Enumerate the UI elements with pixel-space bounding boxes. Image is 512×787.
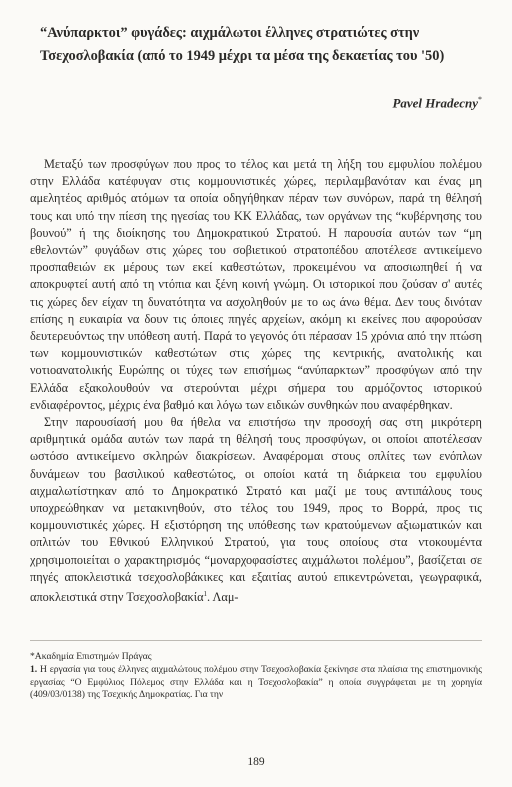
paragraph-2-text: Στην παρουσίασή μου θα ήθελα να επιστήσω την προσοχή σας στη μικρότερη αριθμητικά ομάδα αυτών των παρά τη θέλησή τους προσφύγων, οι οποίοι αποτέλεσαν ωστόσο αντικείμενο σκληρών διακρίσεων. Αναφέρομαι στους οπλίτες των ενόπλων δυνάμεων του βασιλικού καθεστώτος, οι οποίοι κατά τη διάρκεια του εμφυλίου αιχμαλωτίστηκαν από το Δημοκρατικό Στρατό και μαζί με τους αντιπάλους τους υποχρεώθηκαν να μετακινηθούν, στο τέλος του 1949, προς το Βορρά, προς τις κομμουνιστικές χώρες. Η εξιστόρηση της υπόθεσης των κρατούμενων αξιωματικών και οπλιτών του Εθνικού Ελληνικού Στρατού, για τους οποίους στα ντοκουμέντα χρησιμοποιείται ο χαρακτηρισμός “μοναρχοφασίστες αιχμάλωτοι πολέμου”, βασίζεται σε πηγές αποκλειστικά τσεχοσλοβάκικες και εξαιτίας αυτού επικεντρώνεται, γεωγραφικά, αποκλειστικά στην Τσεχοσλοβακία <box>30 415 482 605</box>
footnote-divider <box>30 640 482 641</box>
article-title-line-2: Τσεχοσλοβακία (από το 1949 μέχρι τα μέσα της δεκαετίας του '50) <box>40 48 445 64</box>
footnote-1-number: 1. <box>30 664 38 676</box>
paragraph-2 <box>30 414 482 606</box>
body-text <box>30 156 482 606</box>
footnotes <box>30 651 482 702</box>
page-number: 189 <box>247 756 265 768</box>
footnote-1-text: Η εργασία για τους έλληνες αιχμαλώτους πολέμου στην Τσεχοσλοβακία ξεκίνησε στα πλαίσια της επιστημονικής εργασίας “Ο Εμφύλιος Πόλεμος στην Ελλάδα και η Τσεχοσλοβακία” η οποία συγγράφεται με τη χορηγία (409/03/0138) της Τσεχικής Δημοκρατίας. Για την <box>30 664 482 701</box>
author-name <box>392 95 482 111</box>
paragraph-2-ending: . Λαμ- <box>207 590 239 605</box>
author-name-text: Pavel Hradecny <box>392 95 478 111</box>
paragraph-1: Μεταξύ των προσφύγων που προς το τέλος και μετά τη λήξη του εμφυλίου πολέμου στην Ελλάδα κατέφυγαν στις κομμουνιστικές χώρες, περιλαμβανόταν και ένας μη αμελητέος αριθμός ατόμων τα οποία οδηγήθηκαν πέραν των συνόρων, παρά τη θέλησή τους και υπό την πίεση της ηγεσίας του ΚΚ Ελλάδας, των οργάνων της “κυβέρνησης του βουνού” ή της διοίκησης του Δημοκρατικού Στρατού. Η παρουσία αυτών των “μη εθελοντών” φυγάδων στις χώρες του σοβιετικού στρατοπέδου αποτέλεσε αντικείμενο προσπαθειών εκ μέρους των εκεί καθεστώτων, προκειμένου να αποσιωπηθεί ή να αποκρυφτεί αυτή από τη ντόπια και ξένη κοινή γνώμη. Οι ιστορικοί που ζούσαν σ' αυτές τις χώρες δεν είχαν τη δυνατότητα να ασχοληθούν με το ως άνω θέμα. Δεν τους δινόταν επίσης η ευκαιρία να δουν τις όποιες πηγές αρχείων, ακόμη κι εκείνες που αφορούσαν δευτερευόντως την υπόθεση αυτή. Παρά το γεγονός ότι πέρασαν 15 χρόνια από την πτώση των κομμουνιστικών καθεστώτων στις χώρες της κεντρικής, ανατολικής και νοτιοανατολικής Ευρώπης οι τύχες των επισήμως “ανύπαρκτων” προσφύγων από την Ελλάδα εξακολουθούν να στερούνται μέχρι σήμερα του αρμόζοντος ιστορικού ενδιαφέροντος, μέχρις ένα βαθμό και λόγω των ειδικών συνθηκών που αναφέρθηκαν. <box>30 157 482 412</box>
author-footnote-mark: * <box>478 95 482 104</box>
article-title <box>40 22 480 68</box>
footnote-1 <box>30 664 482 701</box>
article-title-line-1: “Ανύπαρκτοι” φυγάδες: αιχμάλωτοι έλληνες στρατιώτες στην <box>40 25 420 41</box>
footnote-reference-1: 1 <box>203 590 208 599</box>
footnote-affiliation: *Ακαδημία Επιστημών Πράγας <box>30 651 152 662</box>
